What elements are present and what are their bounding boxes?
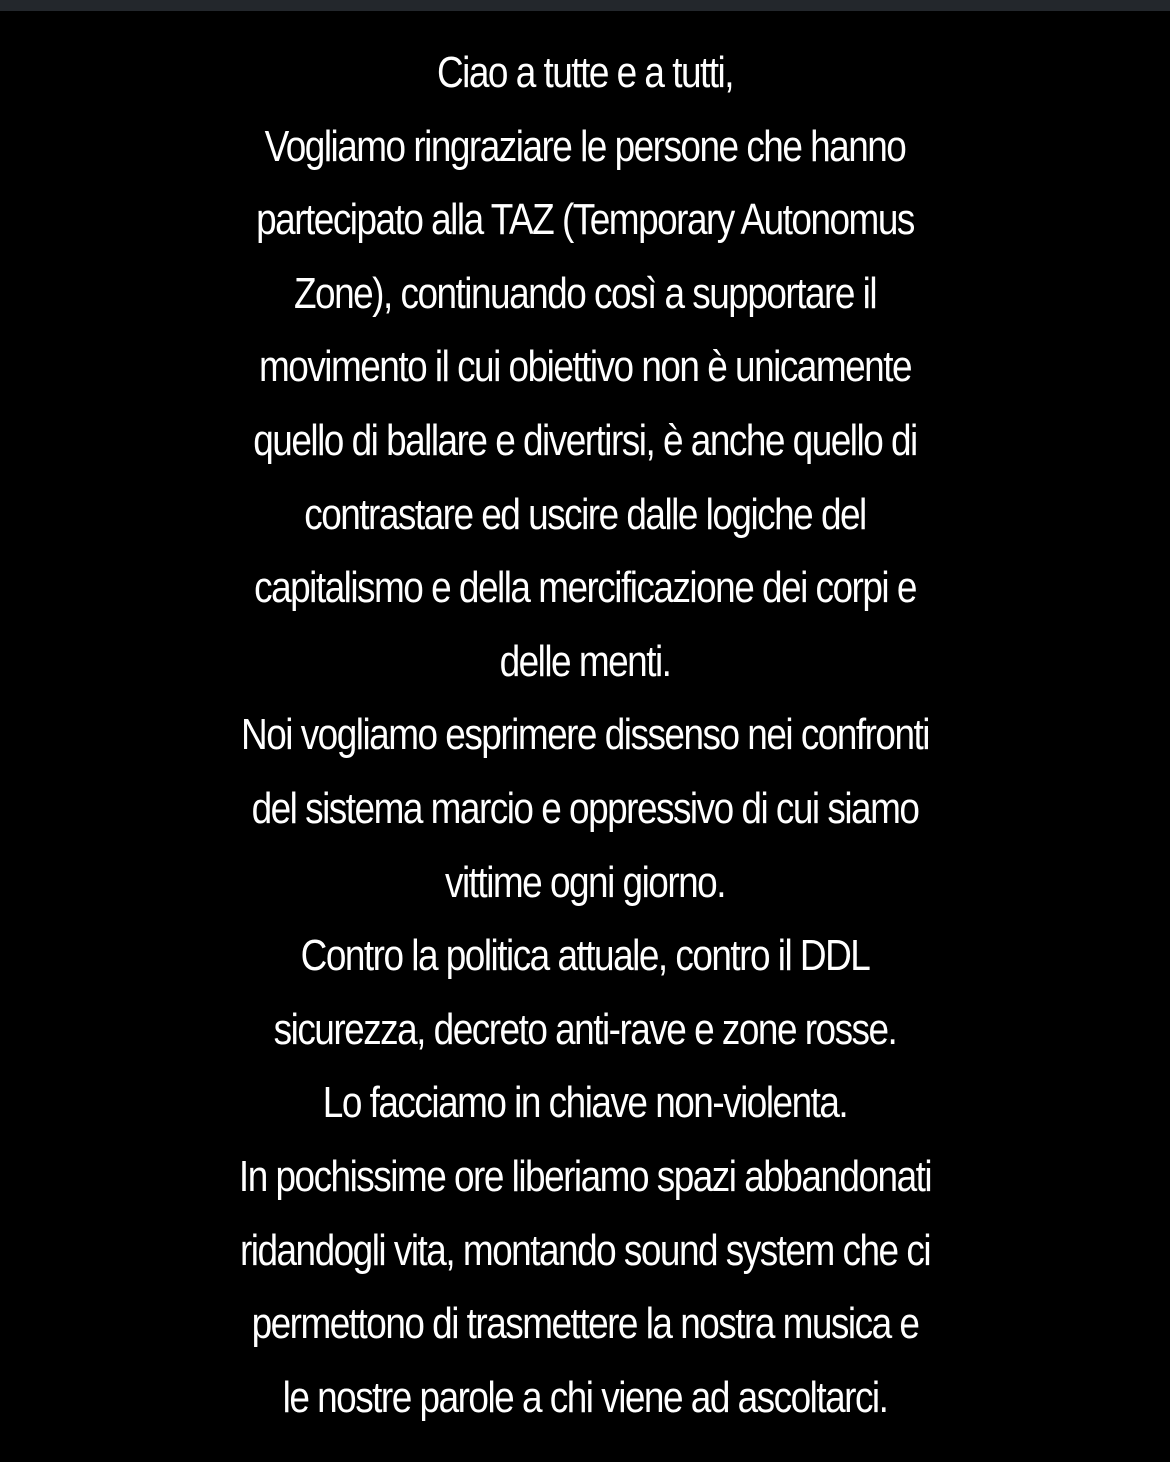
story-line: quello di ballare e divertirsi, è anche quello di	[253, 415, 917, 465]
story-line: Lo facciamo in chiave non-violenta.	[322, 1078, 848, 1128]
story-line: vittime ogni giorno.	[445, 857, 725, 907]
story-line: capitalismo e della mercificazione dei corpi e	[254, 563, 916, 613]
story-line: le nostre parole a chi viene ad ascoltarci.	[282, 1372, 888, 1422]
story-line: del sistema marcio e oppressivo di cui siamo	[251, 783, 919, 833]
story-line: Contro la politica attuale, contro il DDL	[300, 931, 870, 981]
top-status-strip	[0, 0, 1170, 11]
story-line: Vogliamo ringraziare le persone che hanno	[264, 121, 906, 171]
story-line: sicurezza, decreto anti-rave e zone rosse.	[273, 1004, 897, 1054]
story-line: delle menti.	[499, 636, 671, 686]
story-line: partecipato alla TAZ (Temporary Autonomus	[256, 195, 914, 245]
story-line: permettono di trasmettere la nostra musica e	[251, 1299, 919, 1349]
story-line: Zone), continuando così a supportare il	[293, 268, 877, 318]
story-text-block	[94, 36, 1077, 1434]
story-line: In pochissime ore liberiamo spazi abbandonati	[238, 1151, 932, 1201]
story-line: contrastare ed uscire dalle logiche del	[304, 489, 866, 539]
story-line: Ciao a tutte e a tutti,	[436, 48, 733, 97]
story-line: movimento il cui obiettivo non è unicamente	[259, 342, 911, 392]
story-line: Noi vogliamo esprimere dissenso nei confronti	[241, 710, 929, 760]
story-line: ridandogli vita, montando sound system che ci	[239, 1225, 931, 1275]
